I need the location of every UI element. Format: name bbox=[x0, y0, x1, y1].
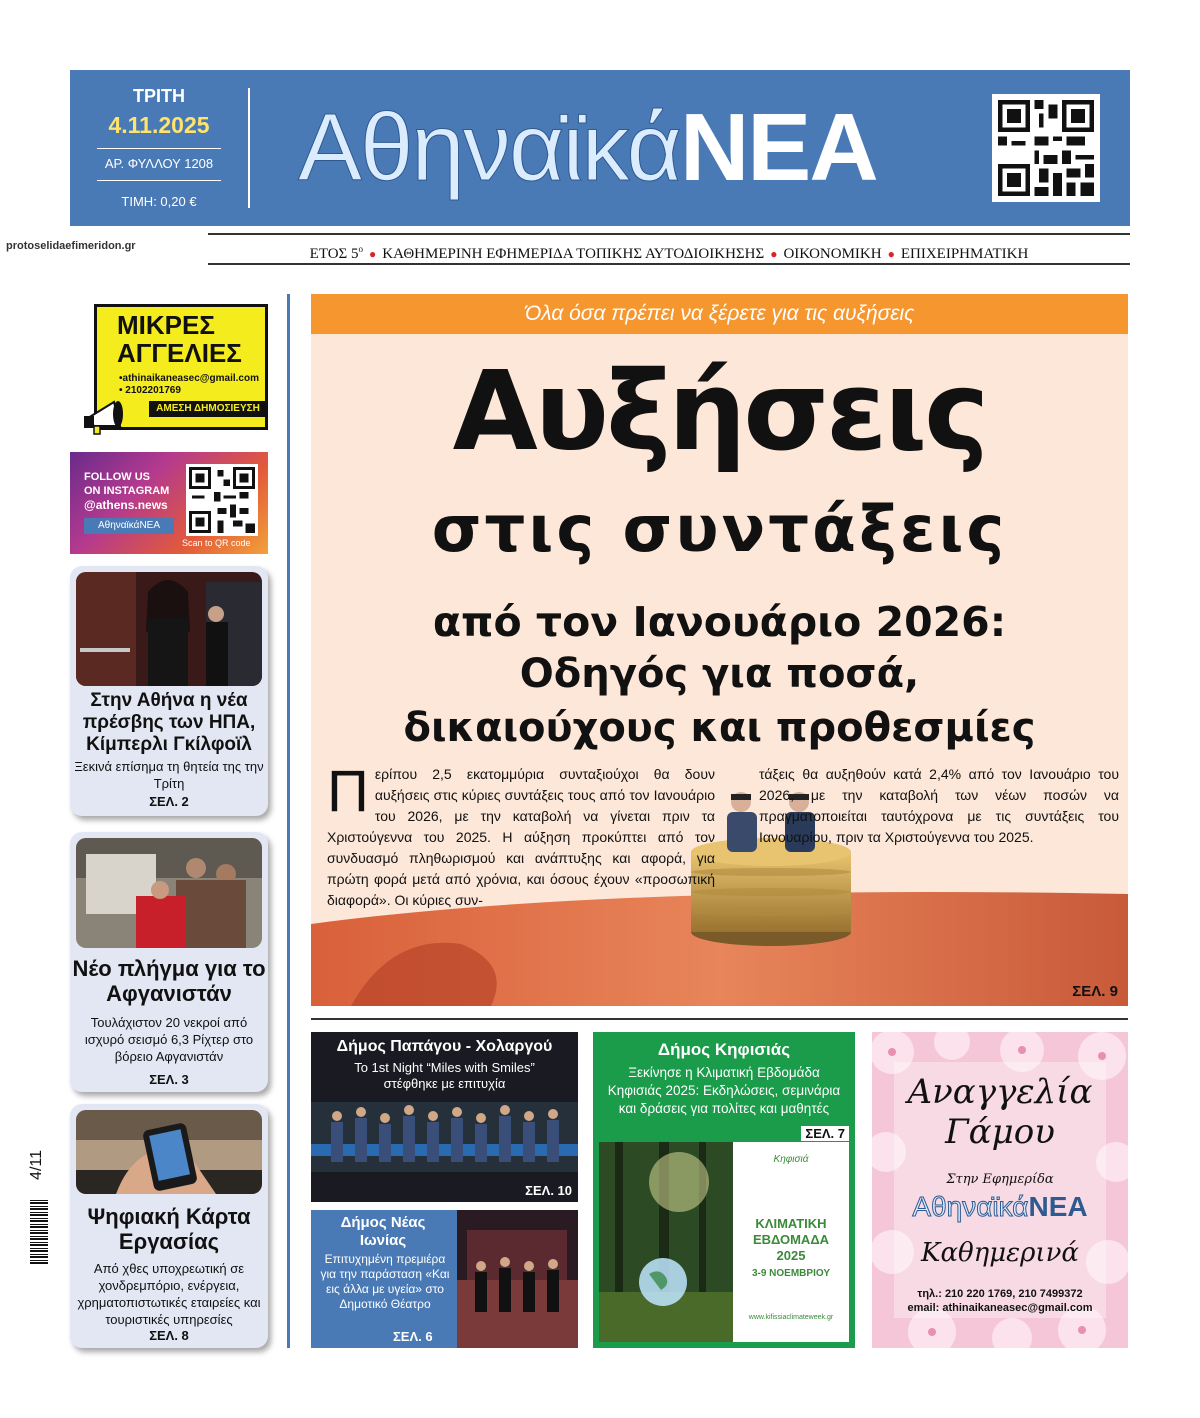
story-photo bbox=[76, 838, 262, 948]
story-title: Νέο πλήγμα για το Αφγανιστάν bbox=[72, 956, 266, 1006]
box-summary: To 1st Night “Miles with Smiles” στέφθηκε με επιτυχία bbox=[354, 1060, 535, 1091]
column-divider bbox=[287, 294, 290, 1348]
instagram-scan-label: Scan to QR code bbox=[182, 538, 251, 548]
lead-body-left: Περίπου 2,5 εκατομμύρια συνταξιούχοι θα δουν αυξήσεις στις κύριες συντάξεις τους από τον Ιανουάριο του 2026, με την καταβολή να γίνεται πριν τα Χριστούγεννα του 2025. Η αύξηση προκύπτει από τον συνδυασμό πληθωρισμού και ανάπτυξης και αφορά, για πρώτη φορά μετά από χρόνια, και όσους έχουν «προσωπική διαφορά». Οι κύριες συν- bbox=[327, 759, 715, 908]
issue-date: 4.11.2025 bbox=[108, 112, 210, 138]
wedding-phone: τηλ.: 210 220 1769, 210 7499372 bbox=[917, 1288, 1083, 1300]
lead-body-right: τάξεις θα αυξηθούν κατά 2,4% από τον Ιανουάριο του 2026, με την καταβολή των νέων ποσών να πραγματοποιείται ταυτόχρονα με τις συντάξεις του Ιανουαρίου, πριν τα Χριστούγεννα του 2025. bbox=[759, 766, 1119, 845]
lead-subhead: από τον Ιανουάριο 2026: bbox=[432, 598, 1007, 646]
issue-number: ΑΡ. ΦΥΛΛΟΥ 1208 bbox=[104, 156, 214, 171]
page-ref: ΣΕΛ. 10 bbox=[525, 1183, 572, 1198]
classifieds-title: ΜΙΚΡΕΣ ΑΓΓΕΛΙΕΣ bbox=[117, 310, 242, 368]
story-summary: Τουλάχιστον 20 νεκροί από ισχυρό σεισμό 6,3 Ρίχτερ στο βόρειο Αφγανιστάν bbox=[84, 1015, 254, 1064]
newspaper-logo[interactable] bbox=[298, 88, 877, 208]
instagram-cta: FOLLOW US ON INSTAGRAM bbox=[84, 471, 170, 497]
box-heading: Δήμος Παπάγου - Χολαργού bbox=[336, 1038, 553, 1055]
divider bbox=[248, 88, 250, 208]
page-ref: ΣΕΛ. 7 bbox=[801, 1126, 849, 1141]
instagram-logo: ΑθηναϊκάΝΕΑ bbox=[84, 518, 174, 534]
tagline-item: ΚΑΘΗΜΕΡΙΝΗ ΕΦΗΜΕΡΙΔΑ ΤΟΠΙΚΗΣ ΑΥΤΟΔΙΟΙΚΗΣΗΣ bbox=[382, 246, 765, 262]
bullet-icon: ● bbox=[887, 247, 895, 261]
classifieds-ad[interactable] bbox=[80, 296, 268, 438]
lead-headline-2: στις συντάξεις bbox=[431, 493, 1008, 567]
tagline-item: ΟΙΚΟΝΟΜΙΚΗ bbox=[783, 246, 882, 262]
instagram-handle: @athens.news bbox=[84, 498, 168, 512]
story-photo bbox=[76, 1110, 262, 1194]
wedding-announcement-ad[interactable] bbox=[872, 1032, 1128, 1348]
tagline bbox=[208, 233, 1130, 265]
wedding-title: Αναγγελία Γάμου bbox=[907, 1072, 1093, 1152]
story-papagou[interactable] bbox=[311, 1032, 578, 1202]
box-summary: Ξεκίνησε η Κλιματική Εβδομάδα Κηφισιάς 2025: Εκδηλώσεις, σεμινάρια και δράσεις για πολίτες και μαθητές bbox=[607, 1065, 841, 1116]
lead-subhead-3: δικαιούχους και προθεσμίες bbox=[403, 705, 1036, 751]
qr-code-icon[interactable] bbox=[992, 94, 1100, 202]
page-ref: ΣΕΛ. 9 bbox=[1072, 983, 1118, 1000]
wedding-email: email: athinaikaneasec@gmail.com bbox=[907, 1302, 1093, 1314]
wedding-logo: ΑθηναϊκάΝΕΑ bbox=[912, 1191, 1088, 1222]
story-card-afghanistan[interactable] bbox=[70, 832, 268, 1092]
page-ref: ΣΕΛ. 8 bbox=[149, 1328, 189, 1343]
story-photo bbox=[76, 572, 262, 686]
story-kifisia[interactable] bbox=[593, 1032, 855, 1348]
lead-headline: Αυξήσεις bbox=[452, 347, 987, 475]
wedding-line: Στην Εφημερίδα bbox=[946, 1172, 1054, 1187]
lead-subhead-2: Οδηγός για ποσά, bbox=[519, 651, 920, 697]
qr-code-icon[interactable] bbox=[186, 464, 258, 536]
divider bbox=[97, 180, 221, 181]
divider bbox=[311, 1018, 1128, 1020]
barcode bbox=[30, 1198, 48, 1264]
issue-info bbox=[70, 70, 248, 226]
classifieds-direct-badge: ΑΜΕΣΗ ΔΗΜΟΣΙΕΥΣΗ bbox=[149, 401, 267, 417]
poster-url: www.kifissiaclimateweek.gr bbox=[748, 1314, 834, 1321]
page-ref: ΣΕΛ. 3 bbox=[149, 1072, 189, 1087]
masthead bbox=[70, 70, 1130, 226]
classifieds-email: •athinaikaneasec@gmail.com bbox=[119, 373, 259, 384]
story-photo bbox=[311, 1032, 578, 1202]
lead-story[interactable] bbox=[311, 294, 1128, 1006]
story-title: Ψηφιακή Κάρτα Εργασίας bbox=[87, 1204, 251, 1254]
classifieds-phone: • 2102201769 bbox=[119, 385, 181, 396]
poster-brand: Κηφισιά bbox=[773, 1154, 809, 1165]
box-heading: Δήμος Κηφισιάς bbox=[657, 1040, 791, 1059]
tagline-item: ΕΠΙΧΕΙΡΗΜΑΤΙΚΗ bbox=[900, 246, 1029, 262]
divider bbox=[97, 148, 221, 149]
issue-price: ΤΙΜΗ: 0,20 € bbox=[121, 194, 197, 209]
story-photo bbox=[457, 1210, 578, 1348]
story-card-ambassador[interactable] bbox=[70, 566, 268, 816]
instagram-promo[interactable] bbox=[70, 452, 268, 554]
story-title: Στην Αθήνα η νέα πρέσβης των ΗΠΑ, Κίμπερλι Γκίλφοϊλ bbox=[82, 690, 256, 755]
story-summary: Από χθες υποχρεωτική σε χονδρεμπόριο, ενέργεια, χρηματοπιστωτικές εταιρείες και τουριστικές υπηρεσίες bbox=[77, 1261, 261, 1327]
logo-light-text: Αθηναϊκά bbox=[298, 94, 680, 201]
dropcap: Π bbox=[327, 759, 369, 824]
bullet-icon: ● bbox=[770, 247, 778, 261]
wedding-daily: Καθημερινά bbox=[921, 1238, 1079, 1268]
logo-bold-text: ΝΕΑ bbox=[679, 94, 877, 201]
megaphone-icon bbox=[80, 392, 130, 436]
side-date: 4/11 bbox=[28, 1150, 45, 1180]
story-card-work-card[interactable] bbox=[70, 1104, 268, 1348]
page-ref: ΣΕΛ. 2 bbox=[149, 794, 189, 809]
story-summary: Ξεκινά επίσημα τη θητεία της την Τρίτη bbox=[74, 759, 264, 791]
site-credit: protoselidaefimeridon.gr bbox=[6, 240, 136, 252]
page-ref: ΣΕΛ. 6 bbox=[393, 1329, 433, 1344]
issue-day: ΤΡΙΤΗ bbox=[133, 86, 185, 106]
lead-kicker: Όλα όσα πρέπει να ξέρετε για τις αυξήσεις bbox=[311, 294, 1128, 334]
bullet-icon: ● bbox=[369, 247, 377, 261]
box-summary: Επιτυχημένη πρεμιέρα για την παράσταση «Και εις άλλα με υγεία» στο Δημοτικό Θέατρο bbox=[320, 1252, 450, 1311]
poster-dates: 3-9 ΝΟΕΜΒΡΙΟΥ bbox=[751, 1268, 831, 1279]
tagline-year: ΕΤΟΣ $5^o$ bbox=[309, 244, 364, 262]
poster-title: ΚΛΙΜΑΤΙΚΗ ΕΒΔΟΜΑΔΑ 2025 bbox=[752, 1216, 830, 1263]
story-nea-ionia[interactable] bbox=[311, 1210, 578, 1348]
box-heading: Δήμος Νέας Ιωνίας bbox=[340, 1214, 426, 1249]
